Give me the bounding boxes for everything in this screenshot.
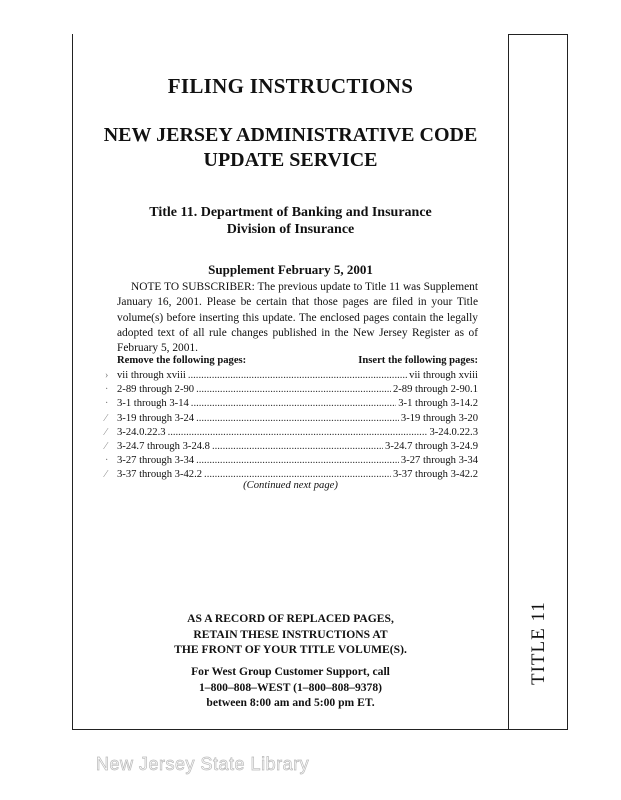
page-table bbox=[105, 369, 478, 483]
code-title bbox=[73, 123, 508, 173]
table-row bbox=[105, 440, 478, 454]
code-title-line-1: NEW JERSEY ADMINISTRATIVE CODE bbox=[103, 124, 478, 146]
support-line-1: For West Group Customer Support, call bbox=[191, 665, 390, 678]
remove-pages: 3-37 through 3-42.2 bbox=[117, 469, 203, 481]
insert-pages: 3-19 through 3-20 bbox=[400, 412, 478, 424]
tab-border-left bbox=[508, 34, 509, 730]
check-mark-icon: · bbox=[105, 384, 109, 396]
table-row bbox=[105, 412, 478, 426]
department-line-1: Title 11. Department of Banking and Insurance bbox=[149, 205, 432, 220]
record-line-1: AS A RECORD OF REPLACED PAGES, bbox=[187, 612, 394, 625]
subscriber-note: NOTE TO SUBSCRIBER: The previous update to Title 11 was Supplement January 16, 2001. Please be certain that those pages are filed in your Title volume(s) before inserting this update. The enclosed pages contain the legally adopted text of all rule changes published in the New Jersey Register as of February 5, 2001. bbox=[117, 281, 478, 355]
table-row bbox=[105, 397, 478, 411]
record-line-2: RETAIN THESE INSTRUCTIONS AT bbox=[193, 627, 388, 641]
remove-pages: 2-89 through 2-90 bbox=[117, 384, 195, 396]
remove-pages: 3-24.7 through 3-24.8 bbox=[117, 440, 210, 452]
remove-pages: 3-27 through 3-34 bbox=[117, 455, 195, 467]
check-mark-icon: · bbox=[105, 455, 109, 467]
insert-pages: 3-27 through 3-34 bbox=[400, 455, 478, 467]
table-row bbox=[105, 369, 478, 383]
check-mark-icon: ⁄ bbox=[105, 469, 107, 481]
table-row bbox=[105, 426, 478, 440]
department-heading bbox=[73, 204, 508, 238]
support-line-3: between 8:00 am and 5:00 pm ET. bbox=[206, 696, 375, 709]
remove-pages: 3-1 through 3-14 bbox=[117, 398, 189, 410]
remove-pages: vii through xviii bbox=[117, 370, 186, 381]
check-mark-icon: › bbox=[105, 370, 109, 381]
insert-pages: 3-24.7 through 3-24.9 bbox=[385, 440, 478, 452]
remove-pages: 3-24.0.22.3 bbox=[117, 426, 166, 438]
code-title-line-2: UPDATE SERVICE bbox=[203, 149, 378, 171]
tab-border-right bbox=[567, 34, 568, 730]
record-notice bbox=[73, 611, 508, 658]
check-mark-icon: ⁄ bbox=[105, 440, 107, 452]
leader-dots bbox=[196, 383, 391, 397]
leader-dots bbox=[196, 412, 399, 426]
table-row bbox=[105, 383, 478, 397]
table-row bbox=[105, 454, 478, 468]
check-mark-icon: · bbox=[105, 398, 109, 410]
insert-pages: 3-37 through 3-42.2 bbox=[392, 469, 478, 481]
leader-dots bbox=[168, 426, 428, 440]
check-mark-icon: ⁄ bbox=[105, 412, 107, 424]
insert-pages: vii through xviii bbox=[409, 370, 478, 381]
remove-pages: 3-19 through 3-24 bbox=[117, 412, 195, 424]
title-tab-label: TITLE 11 bbox=[528, 601, 549, 685]
bottom-border bbox=[72, 729, 568, 730]
remove-header: Remove the following pages: bbox=[117, 355, 247, 366]
record-line-3: THE FRONT OF YOUR TITLE VOLUME(S). bbox=[174, 643, 407, 656]
page-title: FILING INSTRUCTIONS bbox=[167, 74, 414, 98]
leader-dots bbox=[212, 440, 383, 454]
department-line-2: Division of Insurance bbox=[226, 222, 355, 237]
leader-dots bbox=[188, 369, 407, 383]
leader-dots bbox=[196, 454, 399, 468]
support-line-2: 1–800–808–WEST (1–800–808–9378) bbox=[198, 680, 383, 694]
library-watermark: New Jersey State Library bbox=[96, 754, 310, 774]
continued-note: (Continued next page) bbox=[243, 480, 338, 491]
supplement-date: Supplement February 5, 2001 bbox=[208, 262, 373, 277]
tab-border-top bbox=[508, 34, 568, 35]
insert-pages: 2-89 through 2-90.1 bbox=[392, 384, 478, 396]
insert-header: Insert the following pages: bbox=[358, 355, 478, 366]
leader-dots bbox=[191, 397, 396, 411]
check-mark-icon: ⁄ bbox=[105, 426, 107, 438]
insert-pages: 3-1 through 3-14.2 bbox=[398, 398, 478, 410]
insert-pages: 3-24.0.22.3 bbox=[429, 426, 478, 438]
support-notice bbox=[73, 664, 508, 711]
